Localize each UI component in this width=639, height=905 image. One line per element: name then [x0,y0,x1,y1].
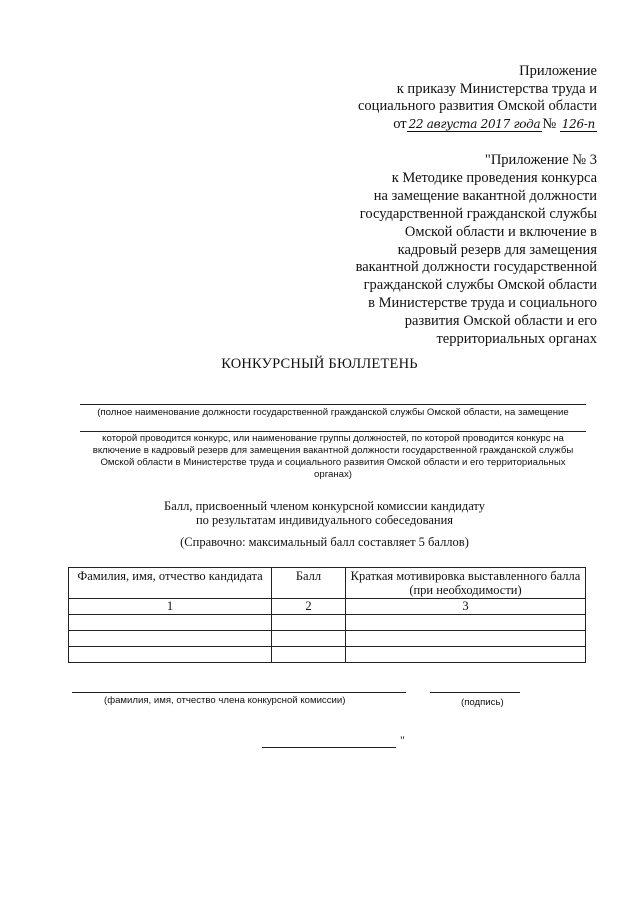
column-number: 1 [69,599,272,615]
table-row [69,631,586,647]
column-number-row [69,599,586,615]
appendix3-line: кадровый резерв для замещения [397,241,597,258]
score-caption-line-2: по результатам индивидуального собеседования [195,513,454,527]
table-row [69,647,586,663]
appendix3-line: вакантной должности государственной [355,259,597,276]
position-hint-line-1: (полное наименование должности государственной гражданской службы Омской области, на замещение [97,407,569,418]
position-fill-line-1 [80,404,586,405]
candidate-name-cell[interactable] [69,615,272,631]
order-prefix: от [393,115,407,132]
motivation-cell[interactable] [346,631,586,647]
appendix3-line: "Приложение № 3 [484,152,597,168]
position-fill-line-2 [80,431,586,432]
max-score-note: (Справочно: максимальный балл составляет 5 баллов) [180,535,469,549]
header-candidate-name: Фамилия, имя, отчество кандидата [69,568,272,599]
order-date-line [393,116,597,134]
motivation-cell[interactable] [346,647,586,663]
member-name-label: (фамилия, имя, отчество члена конкурсной комиссии) [104,695,346,706]
handwritten-order-number: 126-п [561,116,595,131]
motivation-cell[interactable] [346,615,586,631]
header-motivation: Краткая мотивировка выставленного балла (при необходимости) [346,568,586,599]
appendix-line: социального развития Омской области [358,98,597,114]
position-hint-line-4: Омской области в Министерстве труда и социального развития Омской области и его территориальных [100,457,566,468]
document-title: КОНКУРСНЫЙ БЮЛЛЕТЕНЬ [221,356,418,372]
appendix3-line: развития Омской области и его [404,313,597,330]
signature-label: (подпись) [461,697,504,708]
position-hint-line-3: включение в кадровый резерв для замещения вакантной должности государственной гражданской службы [92,445,574,456]
appendix-line: Приложение [519,63,597,79]
score-cell[interactable] [272,647,346,663]
signature-fill-line [430,692,520,693]
appendix-line: к приказу Министерства труда и [396,80,597,97]
column-number: 3 [346,599,586,615]
table-header-row [69,568,586,599]
handwritten-order-date: 22 августа 2017 года [408,116,541,131]
appendix3-line: Омской области и включение в [404,223,597,240]
appendix3-line: гражданской службы Омской области [363,277,597,294]
candidate-score-table [68,567,586,663]
score-cell[interactable] [272,615,346,631]
position-hint-line-2: которой проводится конкурс, или наименование группы должностей, по которой проводится конкурс на [102,433,564,444]
score-cell[interactable] [272,631,346,647]
table-row [69,615,586,631]
order-number-label: № [542,115,557,132]
closing-fill-line [262,747,396,748]
header-score: Балл [272,568,346,599]
appendix3-line: территориальных органах [436,331,597,348]
order-appendix-header [358,63,597,133]
appendix3-line: в Министерстве труда и социального [368,295,597,312]
member-name-fill-line [72,692,406,693]
score-caption-line-1: Балл, присвоенный членом конкурсной комиссии кандидату [164,499,485,513]
appendix3-line: к Методике проведения конкурса [391,169,597,186]
candidate-name-cell[interactable] [69,647,272,663]
methodology-appendix-header [356,152,597,349]
appendix3-line: на замещение вакантной должности [373,187,597,204]
closing-quote-mark: " [400,733,405,747]
column-number: 2 [272,599,346,615]
candidate-name-cell[interactable] [69,631,272,647]
appendix3-line: государственной гражданской службы [359,205,597,222]
position-hint-line-5: органах) [314,469,352,480]
